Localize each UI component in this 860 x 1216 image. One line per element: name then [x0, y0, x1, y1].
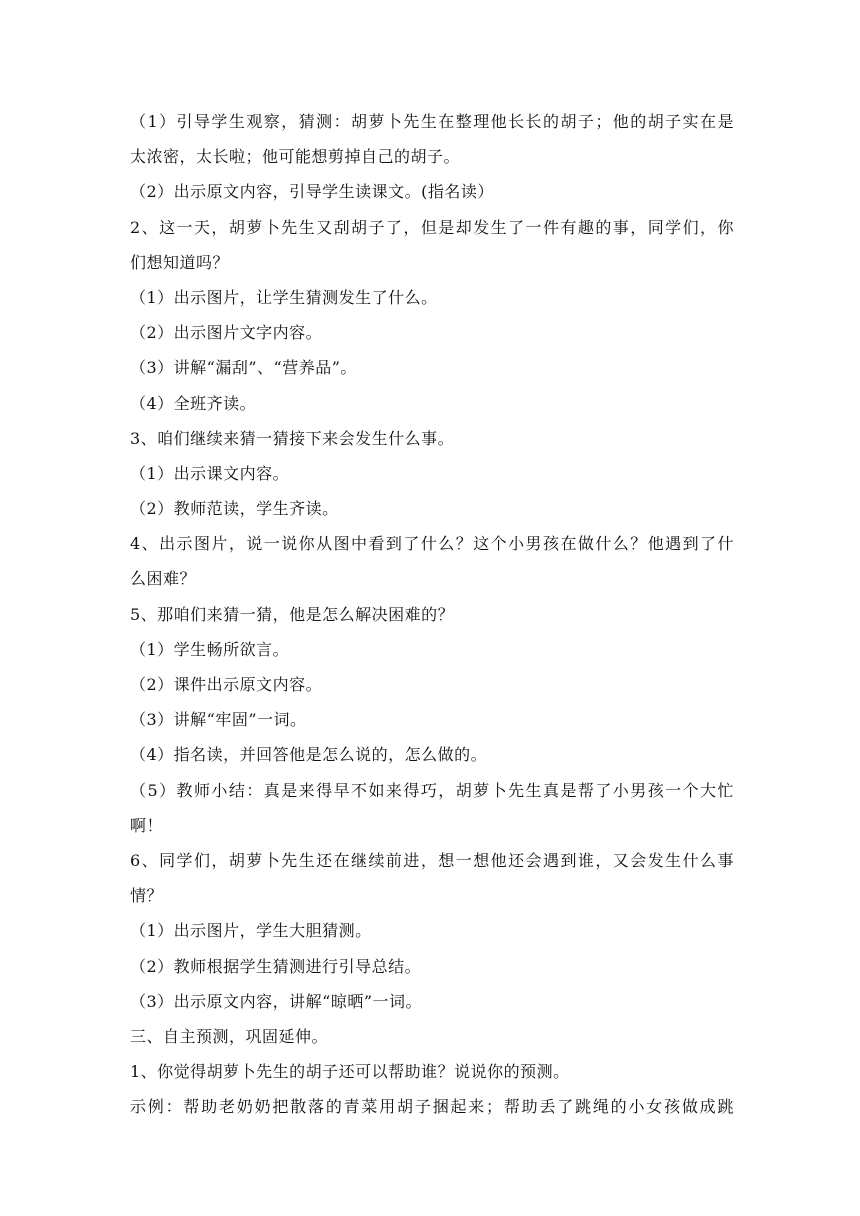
text-line: 5、那咱们来猜一猜，他是怎么解决困难的？ — [130, 604, 455, 624]
text-line: 3、咱们继续来猜一猜接下来会发生什么事。 — [130, 428, 455, 448]
text-line: 么困难？ — [130, 569, 197, 589]
text-line: （5）教师小结：真是来得早不如来得巧，胡萝卜先生真是帮了小男孩一个大忙 — [130, 780, 734, 800]
text-line: 们想知道吗？ — [130, 252, 230, 272]
text-line: （1）出示图片，让学生猜测发生了什么。 — [130, 287, 438, 307]
text-line: 4、出示图片，说一说你从图中看到了什么？这个小男孩在做什么？他遇到了什 — [130, 534, 734, 554]
text-line: （2）出示图片文字内容。 — [130, 323, 323, 343]
text-line: （2）教师根据学生猜测进行引导总结。 — [130, 956, 422, 976]
text-line: （2）教师范读，学生齐读。 — [130, 499, 339, 519]
text-line: （1）学生畅所欲言。 — [130, 639, 290, 659]
text-line: （1）出示图片，学生大胆猜测。 — [130, 921, 372, 941]
text-line: 示例：帮助老奶奶把散落的青菜用胡子捆起来；帮助丢了跳绳的小女孩做成跳 — [130, 1097, 734, 1117]
text-line: 6、同学们，胡萝卜先生还在继续前进，想一想他还会遇到谁，又会发生什么事 — [130, 850, 734, 870]
text-line: （1）引导学生观察，猜测：胡萝卜先生在整理他长长的胡子；他的胡子实在是 — [130, 112, 734, 131]
text-line: （3）讲解“牢固”一词。 — [130, 710, 307, 730]
text-line: （4）指名读，并回答他是怎么说的，怎么做的。 — [130, 745, 488, 765]
text-line: 情？ — [130, 886, 164, 906]
text-line: 太浓密，太长啦；他可能想剪掉自己的胡子。 — [130, 147, 461, 167]
text-line: （4）全班齐读。 — [130, 393, 257, 413]
text-line: （3）出示原文内容，讲解“晾晒”一词。 — [130, 991, 423, 1011]
text-line: （1）出示课文内容。 — [130, 463, 290, 483]
text-line: 1、你觉得胡萝卜先生的胡子还可以帮助谁？说说你的预测。 — [130, 1062, 570, 1082]
text-line: 2、这一天，胡萝卜先生又刮胡子了，但是却发生了一件有趣的事，同学们，你 — [130, 217, 734, 237]
text-line: （2）出示原文内容，引导学生读课文。(指名读） — [130, 182, 494, 202]
text-line: （3）讲解“漏刮”、“营养品”。 — [130, 358, 357, 378]
text-line: （2）课件出示原文内容。 — [130, 675, 323, 694]
text-line: 啊！ — [130, 815, 164, 835]
document-page — [130, 104, 734, 1124]
text-line: 三、自主预测，巩固延伸。 — [130, 1026, 329, 1046]
